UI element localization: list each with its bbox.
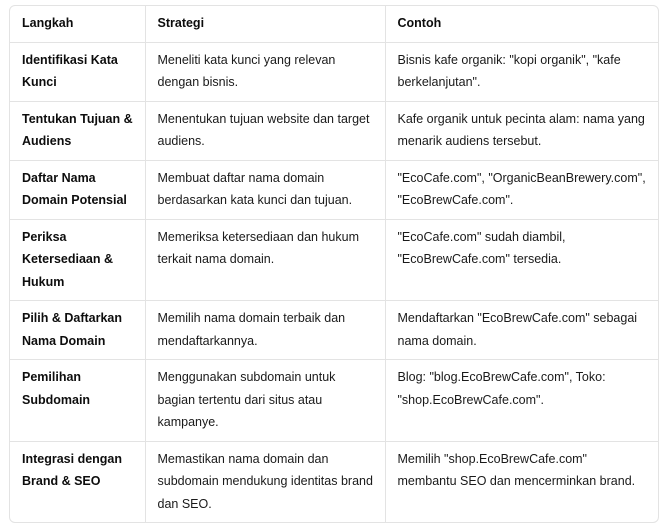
step-cell: Periksa Ketersediaan & Hukum bbox=[10, 219, 145, 301]
header-langkah: Langkah bbox=[10, 6, 145, 42]
table-row bbox=[10, 219, 658, 301]
example-cell: "EcoCafe.com" sudah diambil, "EcoBrewCafe.com" tersedia. bbox=[385, 219, 658, 301]
table-header-row bbox=[10, 6, 658, 42]
domain-strategy-table-container bbox=[9, 5, 659, 523]
strategy-cell: Menentukan tujuan website dan target audiens. bbox=[145, 101, 385, 160]
step-cell: Daftar Nama Domain Potensial bbox=[10, 160, 145, 219]
header-strategi: Strategi bbox=[145, 6, 385, 42]
example-cell: Bisnis kafe organik: "kopi organik", "kafe berkelanjutan". bbox=[385, 42, 658, 101]
header-contoh: Contoh bbox=[385, 6, 658, 42]
table-row bbox=[10, 360, 658, 442]
step-cell: Pilih & Daftarkan Nama Domain bbox=[10, 301, 145, 360]
example-cell: Mendaftarkan "EcoBrewCafe.com" sebagai nama domain. bbox=[385, 301, 658, 360]
table-row bbox=[10, 301, 658, 360]
table-row bbox=[10, 42, 658, 101]
step-cell: Pemilihan Subdomain bbox=[10, 360, 145, 442]
example-cell: Kafe organik untuk pecinta alam: nama yang menarik audiens tersebut. bbox=[385, 101, 658, 160]
strategy-cell: Memilih nama domain terbaik dan mendaftarkannya. bbox=[145, 301, 385, 360]
step-cell: Identifikasi Kata Kunci bbox=[10, 42, 145, 101]
example-cell: Blog: "blog.EcoBrewCafe.com", Toko: "shop.EcoBrewCafe.com". bbox=[385, 360, 658, 442]
example-cell: "EcoCafe.com", "OrganicBeanBrewery.com", "EcoBrewCafe.com". bbox=[385, 160, 658, 219]
strategy-cell: Memeriksa ketersediaan dan hukum terkait nama domain. bbox=[145, 219, 385, 301]
domain-strategy-table bbox=[10, 6, 658, 522]
step-cell: Tentukan Tujuan & Audiens bbox=[10, 101, 145, 160]
table-row bbox=[10, 101, 658, 160]
strategy-cell: Memastikan nama domain dan subdomain mendukung identitas brand dan SEO. bbox=[145, 441, 385, 522]
table-row bbox=[10, 441, 658, 522]
strategy-cell: Membuat daftar nama domain berdasarkan kata kunci dan tujuan. bbox=[145, 160, 385, 219]
strategy-cell: Meneliti kata kunci yang relevan dengan bisnis. bbox=[145, 42, 385, 101]
strategy-cell: Menggunakan subdomain untuk bagian tertentu dari situs atau kampanye. bbox=[145, 360, 385, 442]
table-row bbox=[10, 160, 658, 219]
example-cell: Memilih "shop.EcoBrewCafe.com" membantu SEO dan mencerminkan brand. bbox=[397, 451, 636, 488]
step-cell: Integrasi dengan Brand & SEO bbox=[10, 441, 145, 522]
